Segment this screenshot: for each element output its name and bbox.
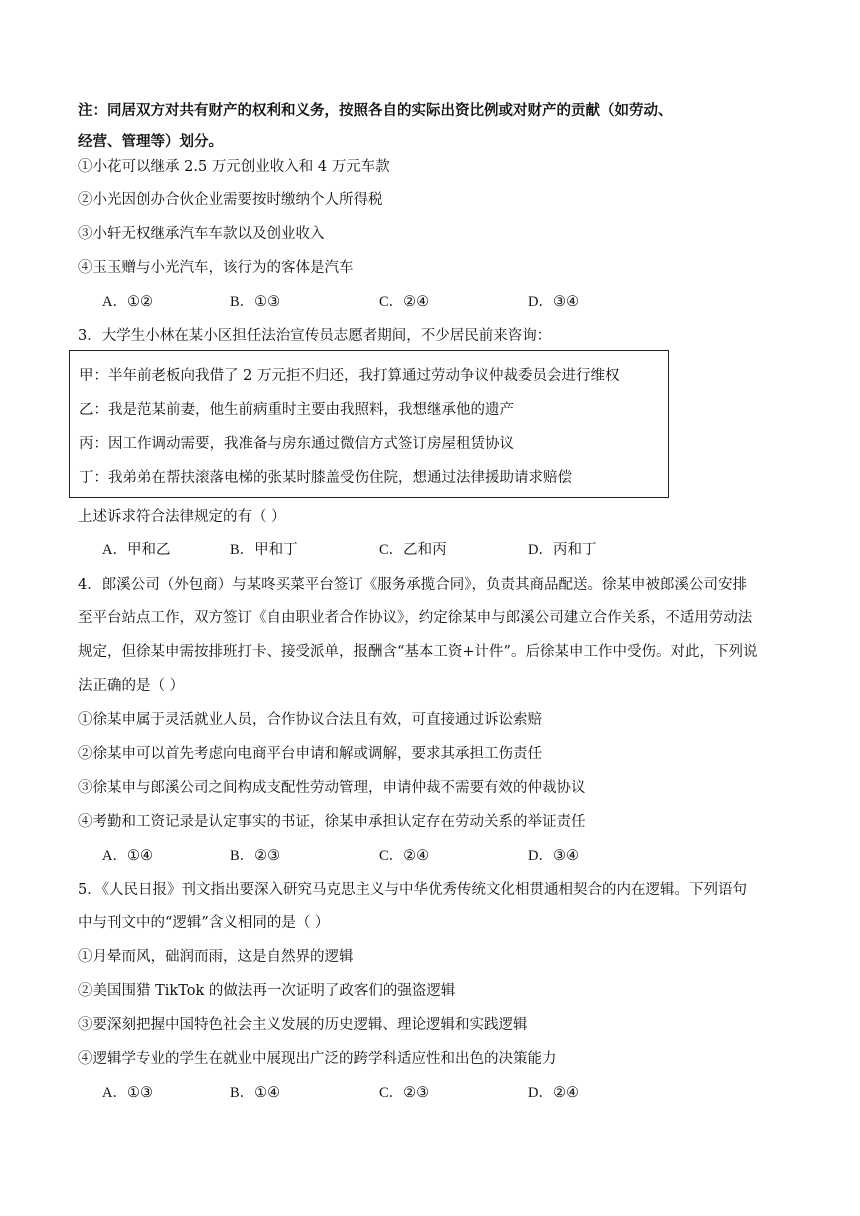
option-b: B．②③ bbox=[230, 848, 281, 864]
q3-box-ding: 丁：我弟弟在帮扶滚落电梯的张某时膝盖受伤住院，想通过法律援助请求赔偿 bbox=[79, 470, 572, 486]
option-d: D．③④ bbox=[528, 848, 579, 864]
q4-stem-line-2: 至平台站点工作，双方签订《自由职业者合作协议》，约定徐某申与郎溪公司建立合作关系，不适用劳动法 bbox=[78, 610, 753, 626]
option-a: A．①④ bbox=[102, 848, 153, 864]
option-b: B．①④ bbox=[230, 1085, 281, 1101]
q2-item-2: ②小光因创办合伙企业需要按时缴纳个人所得税 bbox=[78, 192, 383, 208]
option-a: A．①② bbox=[102, 294, 153, 310]
option-a: A．甲和乙 bbox=[102, 542, 171, 558]
q3-box-bing: 丙：因工作调动需要，我准备与房东通过微信方式签订房屋租赁协议 bbox=[79, 436, 514, 452]
q2-item-3: ③小轩无权继承汽车车款以及创业收入 bbox=[78, 226, 325, 242]
option-c: C．②④ bbox=[379, 848, 430, 864]
option-b: B．①③ bbox=[230, 294, 281, 310]
q5-stem-line-1: 5．《人民日报》刊文指出要深入研究马克思主义与中华优秀传统文化相贯通相契合的内在逻辑。下列语句 bbox=[78, 882, 747, 898]
q2-item-4: ④玉玉赠与小光汽车，该行为的客体是汽车 bbox=[78, 260, 354, 276]
q4-stem-line-1: 4．郎溪公司（外包商）与某咚买菜平台签订《服务承揽合同》，负责其商品配送。徐某申被郎溪公司安排 bbox=[78, 577, 747, 593]
q4-item-4: ④考勤和工资记录是认定事实的书证，徐某申承担认定存在劳动关系的举证责任 bbox=[78, 814, 586, 830]
q4-item-1: ①徐某申属于灵活就业人员，合作协议合法且有效，可直接通过诉讼索赔 bbox=[78, 712, 542, 728]
q3-consultation-box bbox=[69, 350, 669, 498]
option-d: D．丙和丁 bbox=[528, 542, 597, 558]
q3-box-jia: 甲：半年前老板向我借了 2 万元拒不归还，我打算通过劳动争议仲裁委员会进行维权 bbox=[79, 368, 620, 384]
q4-item-3: ③徐某申与郎溪公司之间构成支配性劳动管理，申请仲裁不需要有效的仲裁协议 bbox=[78, 780, 586, 796]
q3-question: 上述诉求符合法律规定的有（ ） bbox=[78, 509, 286, 525]
q5-stem-line-2: 中与刊文中的“逻辑”含义相同的是（ ） bbox=[78, 915, 330, 931]
q5-item-1: ①月晕而风，础润而雨，这是自然界的逻辑 bbox=[78, 949, 354, 965]
option-d: D．②④ bbox=[528, 1085, 579, 1101]
q5-item-4: ④逻辑学专业的学生在就业中展现出广泛的跨学科适应性和出色的决策能力 bbox=[78, 1051, 557, 1067]
q4-item-2: ②徐某申可以首先考虑向电商平台申请和解或调解，要求其承担工伤责任 bbox=[78, 746, 542, 762]
option-a: A．①③ bbox=[102, 1085, 153, 1101]
q3-stem: 3．大学生小林在某小区担任法治宣传员志愿者期间，不少居民前来咨询： bbox=[78, 328, 552, 344]
q4-stem-line-4: 法正确的是（ ） bbox=[78, 678, 185, 694]
q2-item-1: ①小花可以继承 2.5 万元创业收入和 4 万元车款 bbox=[78, 159, 390, 175]
q5-item-3: ③要深刻把握中国特色社会主义发展的历史逻辑、理论逻辑和实践逻辑 bbox=[78, 1017, 528, 1033]
q3-box-yi: 乙：我是范某前妻，他生前病重时主要由我照料，我想继承他的遗产 bbox=[79, 402, 514, 418]
note-line-1: 注：同居双方对共有财产的权利和义务，按照各自的实际出资比例或对财产的贡献（如劳动、 bbox=[78, 102, 673, 119]
q4-stem-line-3: 规定，但徐某申需按排班打卡、接受派单，报酬含“基本工资+计件”。后徐某申工作中受伤。对此，下列说 bbox=[78, 644, 758, 660]
q5-item-2: ②美国围猎 TikTok 的做法再一次证明了政客们的强盗逻辑 bbox=[78, 983, 456, 999]
option-c: C．乙和丙 bbox=[379, 542, 447, 558]
note-line-2: 经营、管理等）划分。 bbox=[78, 133, 223, 150]
option-c: C．②③ bbox=[379, 1085, 430, 1101]
option-c: C．②④ bbox=[379, 294, 430, 310]
option-d: D．③④ bbox=[528, 294, 579, 310]
option-b: B．甲和丁 bbox=[230, 542, 298, 558]
